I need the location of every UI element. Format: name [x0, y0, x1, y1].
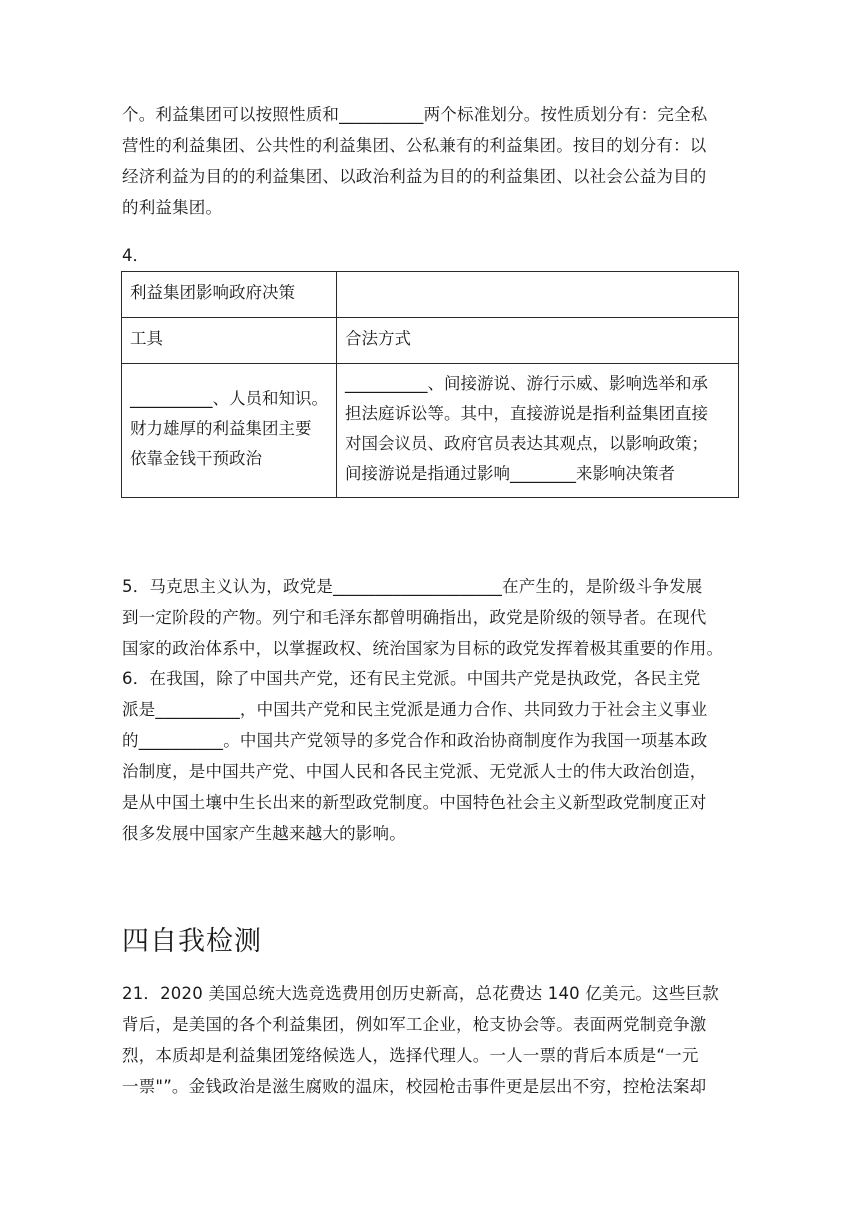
question-6	[122, 663, 740, 849]
text-line: 一票"”。金钱政治是滋生腐败的温床，校园枪击事件更是层出不穷，控枪法案却	[122, 1077, 707, 1096]
text-line: 治制度，是中国共产党、中国人民和各民主党派、无党派人士的伟大政治创造，	[122, 762, 707, 781]
text-line: 的利益集团。	[122, 198, 223, 217]
table-row	[122, 364, 739, 498]
text-line: 烈，本质却是利益集团笼络候选人，选择代理人。一人一票的背后本质是“一元	[122, 1046, 699, 1065]
interest-group-table	[121, 271, 739, 498]
question-21	[122, 978, 740, 1102]
text-line: 是从中国土壤中生长出来的新型政党制度。中国特色社会主义新型政党制度正对	[122, 793, 707, 812]
text-line: __________、人员和知识。	[130, 389, 328, 408]
table-header-left: 利益集团影响政府决策	[122, 272, 337, 318]
text-line: 背后，是美国的各个利益集团，例如军工企业，枪支协会等。表面两党制竞争激	[122, 1015, 707, 1034]
table-col-tools-label: 工具	[122, 318, 337, 364]
table-row	[122, 318, 739, 364]
text-line: 财力雄厚的利益集团主要	[130, 419, 312, 438]
table-cell-tools	[122, 364, 337, 498]
table-col-methods-label: 合法方式	[337, 318, 739, 364]
text-line: __________、间接游说、游行示威、影响选举和承	[345, 374, 708, 393]
text-line: 营性的利益集团、公共性的利益集团、公私兼有的利益集团。按目的划分有：以	[122, 136, 707, 155]
text-line: 个。利益集团可以按照性质和__________两个标准划分。按性质划分有：完全私	[122, 105, 708, 124]
table-cell-methods	[337, 364, 739, 498]
text-line: 到一定阶段的产物。列宁和毛泽东都曾明确指出，政党是阶级的领导者。在现代	[122, 608, 707, 627]
question-3-continuation	[122, 99, 740, 223]
text-line: 间接游说是指通过影响________来影响决策者	[345, 464, 675, 483]
question-5	[122, 571, 740, 664]
question-4-number: 4．	[122, 246, 149, 265]
text-line: 的__________。中国共产党领导的多党合作和政治协商制度作为我国一项基本政	[122, 731, 708, 750]
text-line: 经济利益为目的的利益集团、以政治利益为目的的利益集团、以社会公益为目的	[122, 167, 707, 186]
text-line: 很多发展中国家产生越来越大的影响。	[122, 824, 406, 843]
text-line: 担法庭诉讼等。其中，直接游说是指利益集团直接	[345, 404, 708, 423]
text-line: 5．马克思主义认为，政党是____________________在产生的，是阶级斗争发展	[122, 577, 703, 596]
text-line: 对国会议员、政府官员表达其观点，以影响政策；	[345, 434, 708, 453]
section-heading: 四自我检测	[122, 926, 262, 957]
text-line: 21．2020 美国总统大选竞选费用创历史新高，总花费达 140 亿美元。这些巨款	[122, 984, 719, 1003]
table-row	[122, 272, 739, 318]
text-line: 依靠金钱干预政治	[130, 449, 262, 468]
table-header-right	[337, 272, 739, 318]
text-line: 国家的政治体系中，以掌握政权、统治国家为目标的政党发挥着极其重要的作用。	[122, 639, 724, 658]
text-line: 派是__________，中国共产党和民主党派是通力合作、共同致力于社会主义事业	[122, 700, 708, 719]
text-line: 6．在我国，除了中国共产党，还有民主党派。中国共产党是执政党，各民主党	[122, 669, 701, 688]
